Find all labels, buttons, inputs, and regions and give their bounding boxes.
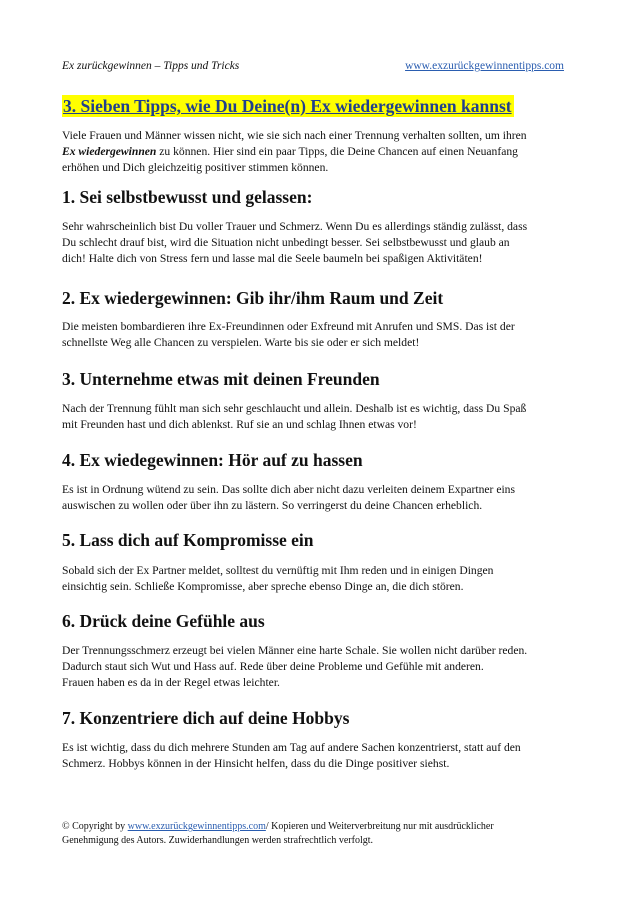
- section-2-heading: 2. Ex wiedergewinnen: Gib ihr/ihm Raum und Zeit: [62, 288, 444, 308]
- section-6-line: Dadurch staut sich Wut und Hass auf. Rede über deine Probleme und Gefühle mit anderen.: [62, 660, 484, 673]
- section-1-line: Sehr wahrscheinlich bist Du voller Trauer und Schmerz. Wenn Du es allerdings ständig zulässt, dass: [62, 220, 528, 233]
- section-5-line: Sobald sich der Ex Partner meldet, solltest du vernüftig mit Ihm reden und in einigen Dingen: [62, 564, 494, 577]
- section-6-body: [62, 643, 582, 691]
- section-7-heading: 7. Konzentriere dich auf deine Hobbys: [62, 708, 350, 728]
- header-title: Ex zurückgewinnen – Tipps und Tricks: [62, 60, 240, 72]
- section-6-heading: 6. Drück deine Gefühle aus: [62, 611, 265, 631]
- intro-paragraph: [62, 128, 582, 176]
- intro-emphasis: Ex wiedergewinnen: [62, 145, 157, 158]
- intro-line-3: erhöhen und Dich gleichzeitig positiver stimmen können.: [62, 161, 329, 174]
- section-2-line: schnellste Weg alle Chancen zu verspielen. Warte bis sie oder er sich meldet!: [62, 336, 420, 349]
- section-4-body: [62, 482, 582, 514]
- section-2-line: Die meisten bombardieren ihre Ex-Freundinnen oder Exfreund mit Anrufen und SMS. Das ist der: [62, 320, 515, 333]
- footer-rights-text: / Kopieren und Weiterverbreitung nur mit ausdrücklicher: [265, 821, 494, 832]
- page-header: [62, 60, 574, 76]
- section-3-heading: 3. Unternehme etwas mit deinen Freunden: [62, 369, 380, 389]
- section-5-body: [62, 563, 582, 595]
- section-1-heading: 1. Sei selbstbewusst und gelassen:: [62, 187, 313, 207]
- section-4-heading: 4. Ex wiedegewinnen: Hör auf zu hassen: [62, 450, 363, 470]
- section-5-line: einsichtig sein. Schließe Kompromisse, aber spreche ebenso Dinge an, die dich stören.: [62, 580, 464, 593]
- page-footer: [62, 820, 582, 848]
- section-4-line: Es ist in Ordnung wütend zu sein. Das sollte dich aber nicht dazu verleiten deinem Expartner eins: [62, 483, 515, 496]
- section-6-line: Der Trennungsschmerz erzeugt bei vielen Männer eine harte Schale. Sie wollen nicht darüber reden.: [62, 644, 528, 657]
- intro-line-2: zu können. Hier sind ein paar Tipps, die Deine Chancen auf einen Neuanfang: [156, 145, 518, 158]
- section-5-heading: 5. Lass dich auf Kompromisse ein: [62, 530, 314, 550]
- chapter-title: 3. Sieben Tipps, wie Du Deine(n) Ex wiedergewinnen kannst: [63, 96, 512, 116]
- header-website-link[interactable]: www.exzurückgewinnentipps.com: [405, 60, 564, 72]
- section-7-line: Schmerz. Hobbys können in der Hinsicht helfen, dass du die Dinge positiver siehst.: [62, 757, 450, 770]
- section-3-body: [62, 401, 582, 433]
- intro-line-1: Viele Frauen und Männer wissen nicht, wie sie sich nach einer Trennung verhalten sollten, um ihren: [62, 129, 527, 142]
- section-3-line: mit Freunden hast und dich ablenkst. Ruf sie an und schlag Ihnen etwas vor!: [62, 418, 417, 431]
- section-1-line: dich! Halte dich von Stress fern und lasse mal die Seele baumeln bei spaßigen Aktivitäten!: [62, 252, 483, 265]
- footer-website-link[interactable]: www.exzurückgewinnentipps.com: [127, 821, 266, 832]
- section-7-body: [62, 740, 582, 772]
- section-3-line: Nach der Trennung fühlt man sich sehr geschlaucht und allein. Deshalb ist es wichtig, dass Du Spaß: [62, 402, 527, 415]
- section-1-body: [62, 219, 582, 267]
- section-4-line: auswischen zu wollen oder über ihn zu lästern. So verringerst du deine Chancen erheblich.: [62, 499, 483, 512]
- section-1-line: Du schlecht drauf bist, wird die Situation nicht unbedingt besser. Sei selbstbewusst und glaub an: [62, 236, 510, 249]
- footer-copyright: © Copyright by: [62, 821, 128, 832]
- section-7-line: Es ist wichtig, dass du dich mehrere Stunden am Tag auf andere Sachen konzentrierst, statt auf den: [62, 741, 521, 754]
- section-6-line: Frauen haben es da in der Regel etwas leichter.: [62, 676, 280, 689]
- section-2-body: [62, 319, 582, 351]
- footer-legal-line: Genehmigung des Autors. Zuwiderhandlungen werden strafrechtlich verfolgt.: [62, 835, 374, 846]
